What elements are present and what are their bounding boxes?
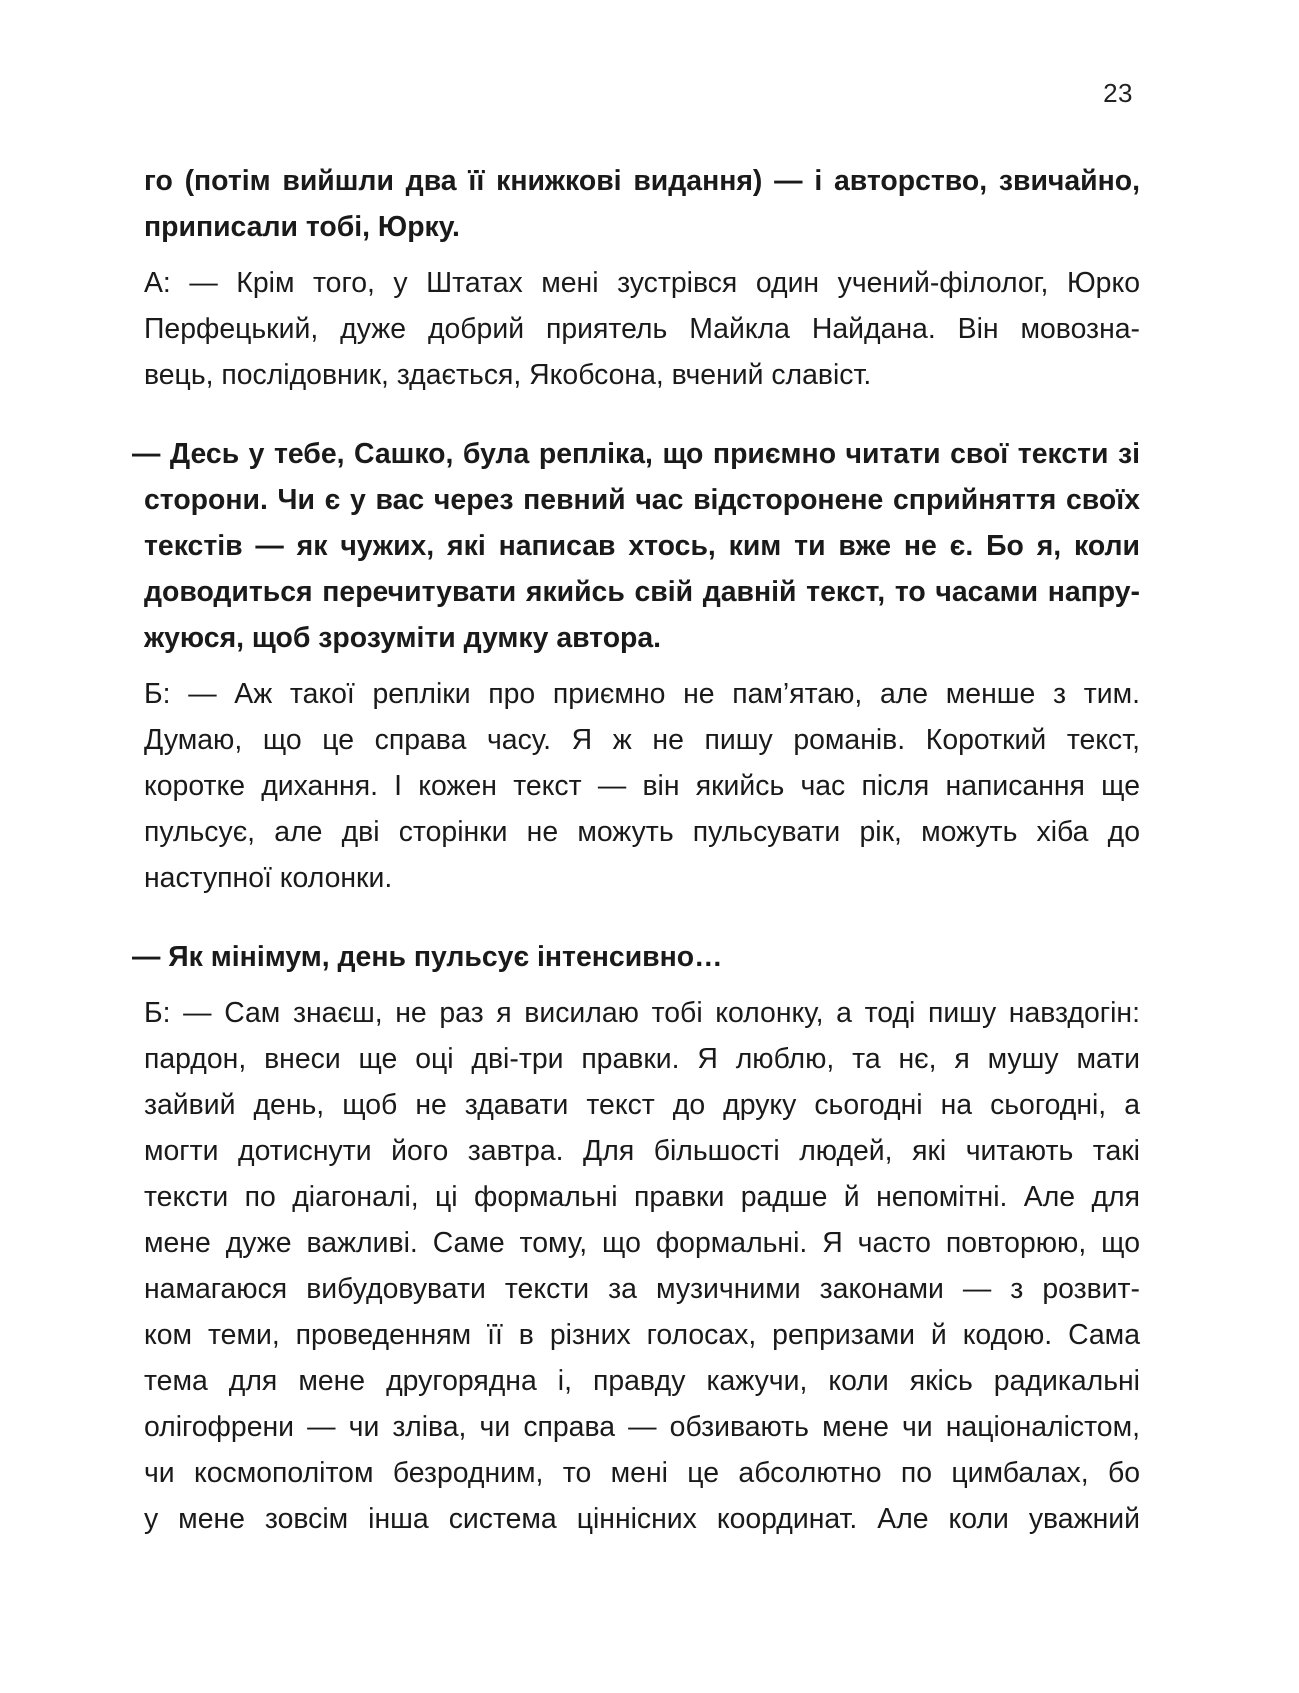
answer-paragraph <box>144 671 1140 901</box>
page-body <box>132 158 1140 1542</box>
text-line: тексти по діагоналі, ці формальні правки радше й непомітні. Але для <box>144 1181 1140 1213</box>
text-line: — Як мінімум, день пульсує інтенсивно… <box>132 941 723 973</box>
text-line: у мене зовсім інша система ціннісних координат. Але коли уважний <box>144 1503 1140 1535</box>
text-line: го (потім вийшли два її книжкові видання) — і авторство, звичайно, <box>144 165 1140 197</box>
text-line: коротке дихання. І кожен текст — він якийсь час після написання ще <box>144 770 1140 802</box>
text-line: зайвий день, щоб не здавати текст до друку сьогодні на сьогодні, а <box>144 1089 1140 1121</box>
text-line: чи космополітом безродним, то мені це абсолютно по цимбалах, бо <box>144 1457 1140 1489</box>
text-line: Б: — Аж такої репліки про приємно не пам’ятаю, але менше з тим. <box>144 678 1140 710</box>
text-line: олігофрени — чи зліва, чи справа — обзивають мене чи націоналістом, <box>144 1411 1140 1443</box>
text-line: А: — Крім того, у Штатах мені зустрівся один учений-філолог, Юрко <box>144 267 1140 299</box>
question-paragraph <box>132 431 1140 661</box>
text-line: жуюся, щоб зрозуміти думку автора. <box>144 622 662 654</box>
answer-paragraph <box>144 990 1140 1542</box>
text-line: текстів — як чужих, які написав хтось, ким ти вже не є. Бо я, коли <box>144 530 1140 562</box>
text-line: приписали тобі, Юрку. <box>144 211 460 243</box>
text-line: пульсує, але дві сторінки не можуть пульсувати рік, можуть хіба до <box>144 816 1140 848</box>
text-line: тема для мене другорядна і, правду кажучи, коли якісь радикальні <box>144 1365 1140 1397</box>
text-line: пардон, внеси ще оці дві-три правки. Я люблю, та нє, я мушу мати <box>144 1043 1140 1075</box>
text-line: наступної колонки. <box>144 862 393 894</box>
text-line: Б: — Сам знаєш, не раз я висилаю тобі колонку, а тоді пишу навздогін: <box>144 997 1140 1029</box>
text-line: Перфецький, дуже добрий приятель Майкла Найдана. Він мовозна- <box>144 313 1140 345</box>
question-continuation <box>144 158 1140 250</box>
answer-paragraph <box>144 260 1140 398</box>
text-line: — Десь у тебе, Сашко, була репліка, що приємно читати свої тексти зі <box>132 438 1140 470</box>
text-line: вець, послідовник, здається, Якобсона, вчений славіст. <box>144 359 872 391</box>
page-number: 23 <box>1103 78 1133 108</box>
text-line: ком теми, проведенням її в різних голосах, репризами й кодою. Сама <box>144 1319 1140 1351</box>
text-line: мене дуже важливі. Саме тому, що формальні. Я часто повторюю, що <box>144 1227 1140 1259</box>
text-line: могти дотиснути його завтра. Для більшості людей, які читають такі <box>144 1135 1140 1167</box>
text-line: доводиться перечитувати якийсь свій давній текст, то часами напру- <box>144 576 1140 608</box>
text-line: сторони. Чи є у вас через певний час відсторонене сприйняття своїх <box>144 484 1140 516</box>
question-paragraph <box>132 934 1140 980</box>
text-line: Думаю, що це справа часу. Я ж не пишу романів. Короткий текст, <box>144 724 1140 756</box>
text-line: намагаюся вибудовувати тексти за музичними законами — з розвит- <box>144 1273 1140 1305</box>
